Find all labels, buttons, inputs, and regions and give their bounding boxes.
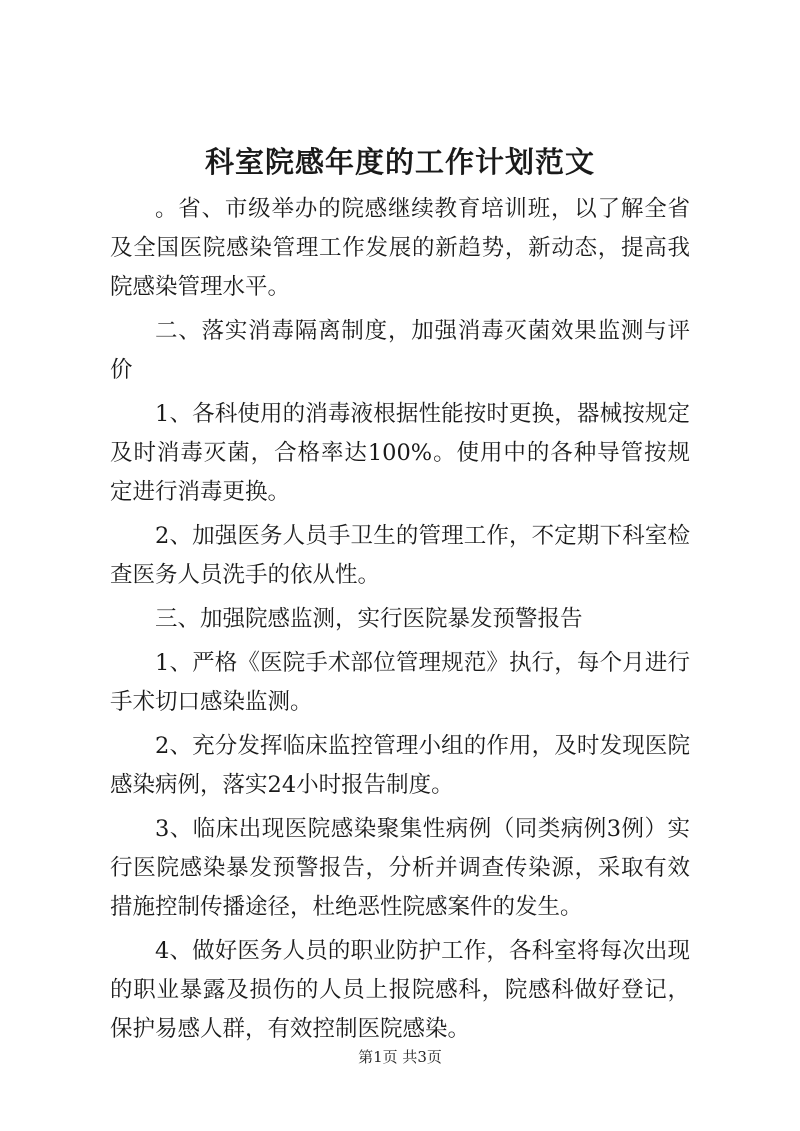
section-heading-two: 二、落实消毒隔离制度，加强消毒灭菌效果监测与评价: [110, 318, 690, 383]
paragraph-intro: 。省、市级举办的院感继续教育培训班，以了解全省及全国医院感染管理工作发展的新趋势，新动态，提高我院感染管理水平。: [110, 196, 690, 300]
document-title: 科室院感年度的工作计划范文: [204, 145, 595, 179]
paragraph-disinfection-1: 1、各科使用的消毒液根据性能按时更换，器械按规定及时消毒灭菌，合格率达100%。使用中的各种导管按规定进行消毒更换。: [110, 401, 690, 505]
paragraph-monitoring-2: 2、充分发挥临床监控管理小组的作用，及时发现医院感染病例，落实24小时报告制度。: [110, 733, 690, 798]
page-footer: 第1页 共3页: [358, 1048, 442, 1066]
section-heading-three: 三、加强院感监测，实行医院暴发预警报告: [155, 606, 583, 632]
document-body: [110, 190, 690, 1049]
paragraph-disinfection-2: 2、加强医务人员手卫生的管理工作，不定期下科室检查医务人员洗手的依从性。: [110, 523, 690, 588]
paragraph-monitoring-1: 1、严格《医院手术部位管理规范》执行，每个月进行手术切口感染监测。: [110, 650, 690, 715]
paragraph-monitoring-4: 4、做好医务人员的职业防护工作，各科室将每次出现的职业暴露及损伤的人员上报院感科，院感科做好登记，保护易感人群，有效控制医院感染。: [110, 938, 690, 1042]
paragraph-monitoring-3: 3、临床出现医院感染聚集性病例（同类病例3例）实行医院感染暴发预警报告，分析并调查传染源，采取有效措施控制传播途径，杜绝恶性院感案件的发生。: [110, 816, 690, 920]
